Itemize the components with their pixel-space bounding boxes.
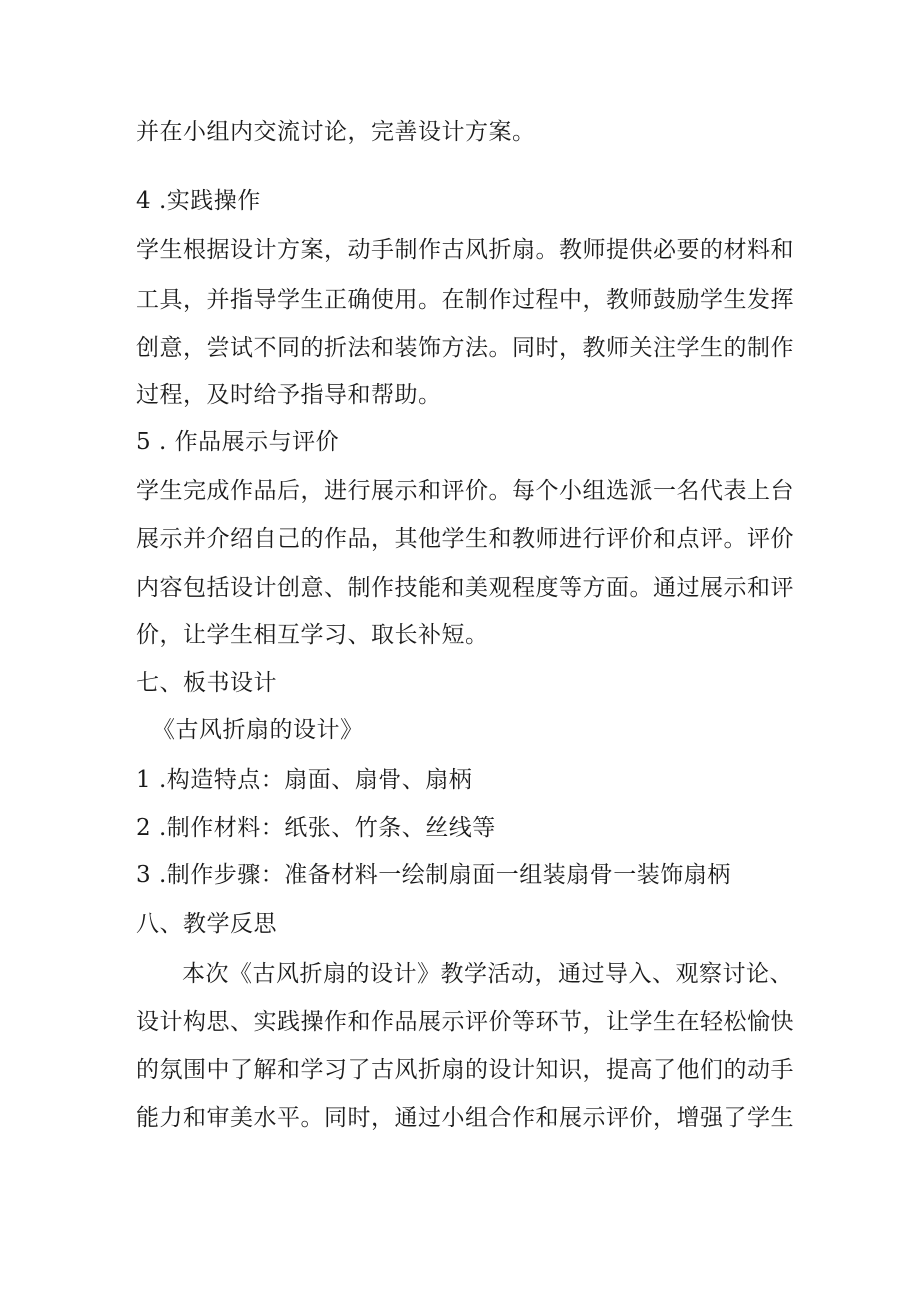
paragraph-line: 创意，尝试不同的折法和装饰方法。同时，教师关注学生的制作 xyxy=(136,335,794,361)
list-item: 1 .构造特点：扇面、扇骨、扇柄 xyxy=(136,767,473,793)
paragraph-line: 展示并介绍自己的作品，其他学生和教师进行评价和点评。评价 xyxy=(136,526,794,552)
paragraph-line: 设计构思、实践操作和作品展示评价等环节，让学生在轻松愉快 xyxy=(136,1009,794,1035)
paragraph-line: 内容包括设计创意、制作技能和美观程度等方面。通过展示和评 xyxy=(136,575,794,601)
section-heading-reflection: 八、教学反思 xyxy=(136,911,277,937)
section-heading-practice: 4 .实践操作 xyxy=(136,188,261,214)
list-item: 2 .制作材料：纸张、竹条、丝线等 xyxy=(136,815,496,841)
paragraph-line: 学生完成作品后，进行展示和评价。每个小组选派一名代表上台 xyxy=(136,478,794,504)
list-item: 3 .制作步骤：准备材料一绘制扇面一组装扇骨一装饰扇柄 xyxy=(136,862,731,888)
section-heading-board-design: 七、板书设计 xyxy=(136,670,277,696)
board-title: 《古风折扇的设计》 xyxy=(152,717,364,743)
paragraph-line: 并在小组内交流讨论，完善设计方案。 xyxy=(136,119,536,145)
paragraph-line: 能力和审美水平。同时，通过小组合作和展示评价，增强了学生 xyxy=(136,1105,794,1131)
paragraph-line: 的氛围中了解和学习了古风折扇的设计知识，提高了他们的动手 xyxy=(136,1057,794,1083)
paragraph-line: 价，让学生相互学习、取长补短。 xyxy=(136,622,489,648)
paragraph-line: 工具，并指导学生正确使用。在制作过程中，教师鼓励学生发挥 xyxy=(136,287,794,313)
paragraph-line: 学生根据设计方案，动手制作古风折扇。教师提供必要的材料和 xyxy=(136,237,794,263)
paragraph-line: 本次《古风折扇的设计》教学活动，通过导入、观察讨论、 xyxy=(182,961,793,987)
section-heading-evaluation: 5 . 作品展示与评价 xyxy=(136,429,340,455)
paragraph-line: 过程，及时给予指导和帮助。 xyxy=(136,382,442,408)
